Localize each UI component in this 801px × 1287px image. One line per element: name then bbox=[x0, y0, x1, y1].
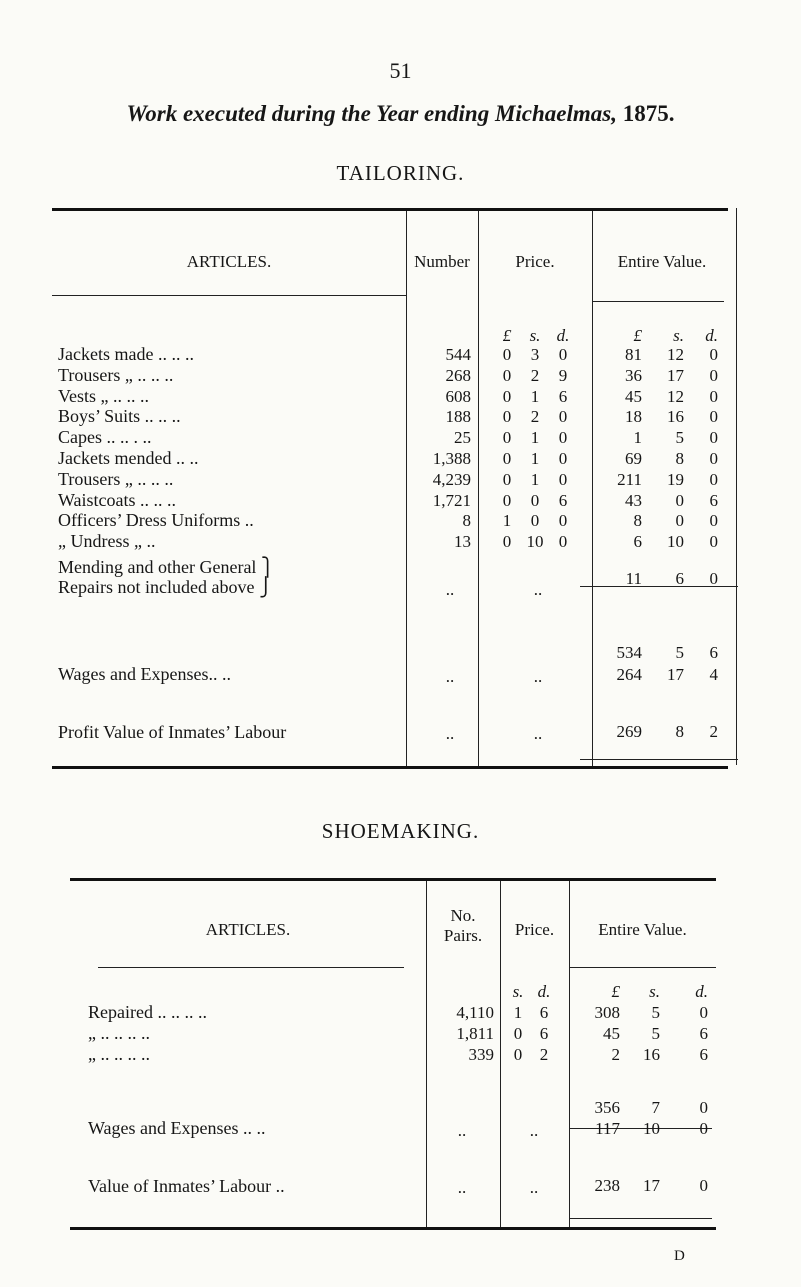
tailoring-header-number: Number bbox=[414, 252, 470, 271]
tailoring-wages-price: .. bbox=[533, 667, 543, 686]
shoe-wages-value: 0 bbox=[699, 1119, 708, 1138]
shoe-header-pairs bbox=[426, 906, 500, 946]
shoe-header-articles: ARTICLES. bbox=[205, 920, 291, 939]
tailoring-row-value: 0 bbox=[675, 490, 684, 510]
shoe-value-unit: £ bbox=[611, 982, 620, 1001]
tailoring-title: TAILORING. bbox=[336, 161, 465, 185]
tailoring-subtotal: 5 bbox=[675, 643, 684, 662]
shoe-row-price: 0 bbox=[513, 1045, 523, 1064]
heading-year: 1875. bbox=[622, 101, 675, 126]
tailoring-row-price: 0 bbox=[502, 386, 512, 406]
tailoring-row-price: 0 bbox=[502, 490, 512, 510]
shoe-wages-pairs: .. bbox=[457, 1121, 467, 1140]
tailoring-row-number: 25 bbox=[454, 428, 471, 448]
tailoring-wages-label: Wages and Expenses.. .. bbox=[58, 664, 232, 684]
tailoring-row-value: 17 bbox=[667, 365, 684, 385]
tailoring-row-price: 9 bbox=[558, 365, 568, 385]
tailoring-row-value: 43 bbox=[625, 490, 642, 510]
tailoring-mending-line1: Mending and other General ⎫ bbox=[58, 557, 275, 577]
tailoring-value-unit: d. bbox=[705, 326, 718, 345]
tailoring-row-value: 211 bbox=[617, 469, 642, 489]
tailoring-price-unit: s. bbox=[529, 326, 541, 345]
tailoring-row-price: 6 bbox=[558, 490, 568, 510]
tailoring-wages-value: 4 bbox=[709, 665, 718, 684]
tailoring-row-value: 0 bbox=[709, 532, 718, 552]
tailoring-mending-value: 6 bbox=[675, 569, 684, 588]
tailoring-row-label: Jackets mended .. .. bbox=[58, 448, 199, 468]
tailoring-row-value: 0 bbox=[709, 386, 718, 406]
tailoring-row-value: 12 bbox=[667, 345, 684, 364]
shoe-row-value: 16 bbox=[643, 1045, 660, 1064]
tailoring-row-price: 0 bbox=[530, 511, 540, 531]
tailoring-row-value: 6 bbox=[709, 490, 718, 510]
tailoring-profit-price: .. bbox=[533, 724, 543, 743]
shoe-row-value: 45 bbox=[603, 1024, 620, 1043]
tailoring-subtotal: 6 bbox=[709, 643, 718, 662]
tailoring-row-price: 6 bbox=[558, 386, 568, 406]
tailoring-row-number: 13 bbox=[454, 532, 471, 552]
shoe-subtotal: 7 bbox=[651, 1098, 660, 1117]
shoe-row-price: 1 bbox=[513, 1003, 523, 1022]
tailoring-row-label: Boys’ Suits .. .. .. bbox=[58, 406, 181, 427]
tailoring-row-value: 36 bbox=[625, 365, 642, 385]
tailoring-row-value: 0 bbox=[675, 511, 684, 531]
tailoring-row-label: Vests „ .. .. .. bbox=[58, 385, 149, 406]
tailoring-row-value: 10 bbox=[667, 532, 684, 552]
tailoring-header-price: Price. bbox=[515, 252, 555, 271]
shoe-row-label: „ .. .. .. .. bbox=[88, 1044, 150, 1064]
shoe-row-price: 6 bbox=[539, 1003, 549, 1022]
tailoring-row-price: 1 bbox=[530, 469, 540, 489]
shoe-inmates-label: Value of Inmates’ Labour .. bbox=[88, 1176, 285, 1196]
tailoring-row-label: Trousers „ .. .. .. bbox=[58, 364, 174, 385]
shoe-inmates-value: 17 bbox=[643, 1176, 660, 1195]
tailoring-row-label: Capes .. .. . .. bbox=[58, 427, 152, 448]
tailoring-row-number: 1,388 bbox=[432, 449, 471, 468]
tailoring-row-value: 19 bbox=[667, 469, 684, 489]
tailoring-row-value: 5 bbox=[675, 428, 684, 448]
tailoring-wages-value: 17 bbox=[667, 665, 684, 684]
tailoring-row-price: 0 bbox=[502, 532, 512, 552]
tailoring-row-price: 0 bbox=[502, 428, 512, 448]
shoe-wages-price: .. bbox=[529, 1121, 539, 1140]
tailoring-mending-price: .. bbox=[533, 580, 543, 599]
tailoring-value-unit: £ bbox=[633, 326, 642, 345]
tailoring-row-price: 0 bbox=[502, 449, 512, 468]
tailoring-row-price: 1 bbox=[530, 428, 540, 448]
tailoring-row-label: Jackets made .. .. .. bbox=[58, 344, 194, 364]
tailoring-row-label: Waistcoats .. .. .. bbox=[58, 489, 177, 510]
page-heading bbox=[0, 101, 801, 127]
tailoring-mending-value: 0 bbox=[709, 569, 718, 588]
shoe-row-price: 6 bbox=[539, 1024, 549, 1043]
tailoring-row-price: 0 bbox=[558, 511, 568, 531]
shoe-header-pairs-line2: Pairs. bbox=[443, 926, 483, 945]
shoe-row-pairs: 1,811 bbox=[456, 1024, 494, 1043]
tailoring-row-value: 45 bbox=[625, 386, 642, 406]
tailoring-header-articles: ARTICLES. bbox=[186, 252, 272, 271]
tailoring-row-value: 0 bbox=[709, 428, 718, 448]
tailoring-row-price: 1 bbox=[502, 511, 512, 531]
tailoring-row-value: 0 bbox=[709, 407, 718, 427]
tailoring-row-value: 0 bbox=[709, 365, 718, 385]
tailoring-row-value: 8 bbox=[633, 511, 642, 531]
heading-text: Work executed during the Year ending Michaelmas, bbox=[126, 101, 617, 126]
tailoring-mending-number: .. bbox=[445, 580, 455, 599]
tailoring-profit-label: Profit Value of Inmates’ Labour bbox=[58, 722, 287, 742]
tailoring-row-price: 0 bbox=[502, 345, 512, 364]
tailoring-row-value: 16 bbox=[667, 407, 684, 427]
shoe-subtotal: 0 bbox=[699, 1098, 708, 1117]
tailoring-row-price: 0 bbox=[558, 469, 568, 489]
tailoring-row-price: 0 bbox=[558, 407, 568, 427]
shoe-wages-label: Wages and Expenses .. .. bbox=[88, 1118, 266, 1138]
shoe-row-value: 6 bbox=[699, 1045, 708, 1064]
tailoring-profit-value: 269 bbox=[616, 722, 642, 741]
shoemaking-title: SHOEMAKING. bbox=[321, 819, 480, 843]
tailoring-row-value: 18 bbox=[625, 407, 642, 427]
tailoring-row-price: 0 bbox=[558, 428, 568, 448]
tailoring-row-value: 0 bbox=[709, 449, 718, 468]
shoe-wages-value: 10 bbox=[643, 1119, 660, 1138]
tailoring-row-price: 0 bbox=[502, 469, 512, 489]
tailoring-wages-value: 264 bbox=[616, 665, 642, 684]
tailoring-row-label: Officers’ Dress Uniforms .. bbox=[58, 510, 254, 531]
tailoring-row-price: 2 bbox=[530, 407, 540, 427]
tailoring-price-unit: £ bbox=[502, 326, 512, 345]
shoe-value-unit: d. bbox=[695, 982, 708, 1001]
tailoring-row-value: 1 bbox=[633, 428, 642, 448]
tailoring-row-price: 3 bbox=[530, 345, 540, 364]
tailoring-profit-number: .. bbox=[445, 724, 455, 743]
tailoring-mending-value: 11 bbox=[625, 569, 642, 588]
tailoring-mending-line2: Repairs not included above ⎭ bbox=[58, 577, 273, 597]
shoe-row-price: 2 bbox=[539, 1045, 549, 1064]
tailoring-subtotal: 534 bbox=[616, 643, 642, 662]
tailoring-row-number: 8 bbox=[462, 511, 471, 531]
tailoring-row-label: Trousers „ .. .. .. bbox=[58, 468, 174, 489]
tailoring-row-price: 0 bbox=[558, 532, 568, 552]
tailoring-wages-number: .. bbox=[445, 667, 455, 686]
shoe-inmates-price: .. bbox=[529, 1178, 539, 1197]
shoe-row-price: 0 bbox=[513, 1024, 523, 1043]
shoe-inmates-pairs: .. bbox=[457, 1178, 467, 1197]
tailoring-row-number: 1,721 bbox=[432, 490, 471, 510]
tailoring-row-value: 81 bbox=[625, 345, 642, 364]
tailoring-profit-value: 8 bbox=[675, 722, 684, 741]
tailoring-row-price: 0 bbox=[502, 365, 512, 385]
tailoring-row-price: 1 bbox=[530, 386, 540, 406]
tailoring-row-value: 0 bbox=[709, 511, 718, 531]
tailoring-row-price: 2 bbox=[530, 365, 540, 385]
shoe-row-label: „ .. .. .. .. bbox=[88, 1023, 150, 1043]
shoe-price-unit: d. bbox=[537, 982, 551, 1001]
tailoring-header-value: Entire Value. bbox=[617, 252, 707, 271]
tailoring-row-price: 0 bbox=[530, 490, 540, 510]
page-number: 51 bbox=[389, 58, 412, 83]
tailoring-row-value: 12 bbox=[667, 386, 684, 406]
tailoring-row-number: 188 bbox=[445, 407, 471, 427]
shoe-row-value: 0 bbox=[699, 1003, 708, 1022]
shoe-row-label: Repaired .. .. .. .. bbox=[88, 1002, 207, 1022]
tailoring-row-number: 608 bbox=[445, 386, 471, 406]
shoe-row-value: 2 bbox=[611, 1045, 620, 1064]
shoe-price-unit: s. bbox=[512, 982, 524, 1001]
shoe-header-value: Entire Value. bbox=[598, 920, 687, 939]
shoe-row-value: 308 bbox=[594, 1003, 620, 1022]
tailoring-value-unit: s. bbox=[673, 326, 684, 345]
tailoring-row-value: 8 bbox=[675, 449, 684, 468]
tailoring-profit-value: 2 bbox=[709, 722, 718, 741]
tailoring-row-value: 6 bbox=[633, 532, 642, 552]
tailoring-row-value: 69 bbox=[625, 449, 642, 468]
shoe-row-value: 6 bbox=[699, 1024, 708, 1043]
shoe-header-price: Price. bbox=[514, 920, 555, 939]
tailoring-row-number: 544 bbox=[445, 345, 471, 364]
shoe-row-value: 5 bbox=[651, 1024, 660, 1043]
tailoring-row-number: 268 bbox=[445, 365, 471, 385]
shoe-header-pairs-line1: No. bbox=[450, 906, 476, 925]
tailoring-row-price: 0 bbox=[502, 407, 512, 427]
shoe-row-value: 5 bbox=[651, 1003, 660, 1022]
footer-mark: D bbox=[674, 1248, 685, 1264]
shoe-inmates-value: 238 bbox=[594, 1176, 620, 1195]
shoe-row-pairs: 4,110 bbox=[456, 1003, 494, 1022]
shoe-wages-value: 117 bbox=[595, 1119, 620, 1138]
tailoring-row-value: 0 bbox=[709, 469, 718, 489]
tailoring-row-value: 0 bbox=[709, 345, 718, 364]
tailoring-row-price: 10 bbox=[526, 532, 544, 552]
tailoring-price-unit: d. bbox=[556, 326, 570, 345]
tailoring-row-price: 1 bbox=[530, 449, 540, 468]
shoe-row-pairs: 339 bbox=[468, 1045, 494, 1064]
shoe-subtotal: 356 bbox=[594, 1098, 620, 1117]
shoe-value-unit: s. bbox=[649, 982, 660, 1001]
tailoring-row-price: 0 bbox=[558, 449, 568, 468]
tailoring-row-label: „ Undress „ .. bbox=[58, 531, 156, 552]
shoe-inmates-value: 0 bbox=[699, 1176, 708, 1195]
tailoring-row-price: 0 bbox=[558, 345, 568, 364]
tailoring-row-number: 4,239 bbox=[432, 469, 471, 489]
